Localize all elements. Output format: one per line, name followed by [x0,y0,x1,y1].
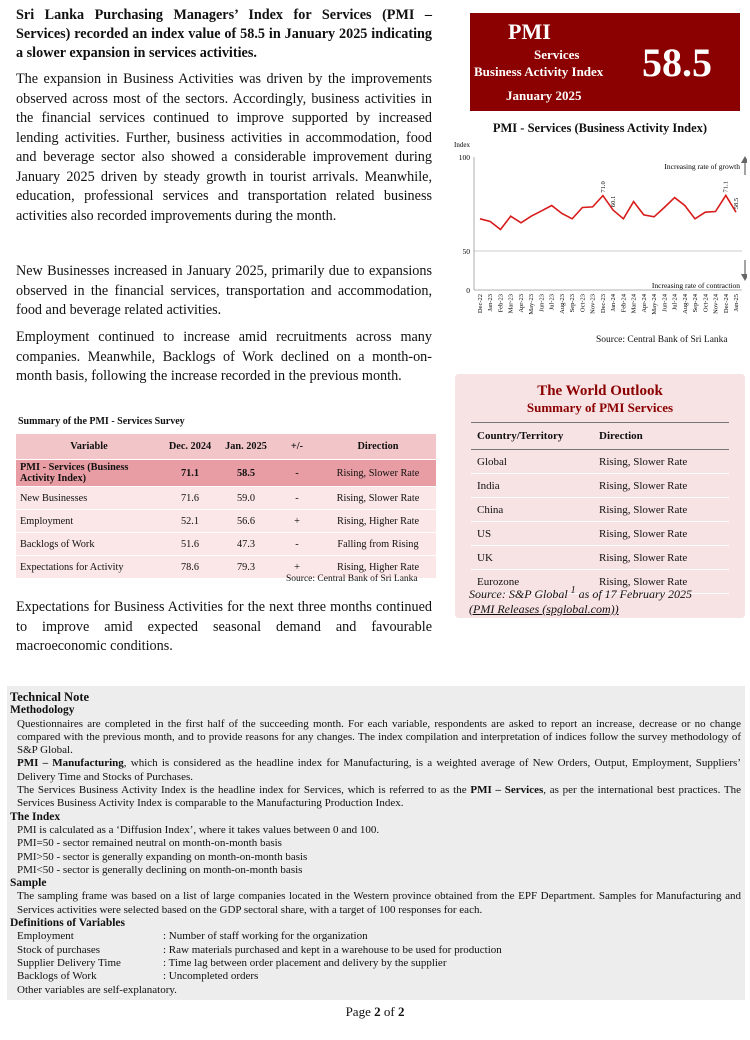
world-outlook-subtitle: Summary of PMI Services [526,400,674,415]
world-outlook-title: The World Outlook [537,383,663,399]
cell-jan: 47.3 [218,533,274,556]
header-change: +/- [274,434,320,460]
x-tick-label: Feb-24 [620,294,628,313]
employment-paragraph: Employment continued to increase amid recruitments across many companies. Meanwhile, Backlogs of Work declined on a month-on-month basis, following the increase recorded in the previous month. [16,329,432,384]
x-tick-label: Feb-23 [497,294,505,313]
page-total: 2 [397,1004,405,1019]
x-tick-label: Sep-24 [692,294,700,313]
cell-variable: PMI - Services (Business Activity Index) [16,460,162,487]
pmi-series-line [480,195,736,229]
x-tick-label: Jun-23 [538,294,546,312]
cell-dec: 51.6 [162,533,218,556]
cell-change: - [274,487,320,510]
header-jan: Jan. 2025 [218,434,274,460]
pmi-box-value: 58.5 [642,40,712,85]
pmi-manufacturing-term: PMI – Manufacturing [17,757,124,770]
page-number [0,1004,750,1020]
page-middle: of [380,1004,398,1019]
country-cell: India [471,474,593,498]
definitions-heading: Definitions of Variables [10,917,126,930]
definition-row [7,930,745,943]
technical-note [7,686,745,1000]
page-prefix: Page [345,1004,375,1019]
pmi-headline-box [470,13,740,111]
cell-variable: New Businesses [16,487,162,510]
index-heading: The Index [10,810,61,823]
pmi-box-line2: Business Activity Index [474,64,604,79]
methodology-text: Questionnaires are completed in the first half of the succeeding month. For each variable, respondents are asked to report an increase, decrease or no change compared with the previous month, and to provide reasons for any changes. The index compilation and interpretation of indices follow the survey methodology of S&P Global. [17,717,741,757]
technical-note-title: Technical Note [10,690,90,704]
x-tick-label: Dec-24 [722,294,730,314]
definition-term: Stock of purchases [17,943,101,956]
index-text-1: PMI is calculated as a ‘Diffusion Index’, where it takes values between 0 and 100. [17,823,380,836]
cell-dec: 52.1 [162,510,218,533]
data-label: 71.0 [599,181,607,193]
y-axis-label: Index [454,141,470,149]
country-cell: Eurozone [471,570,593,594]
world-source-date: as of 17 February 2025 [575,587,692,601]
definition-desc: : Time lag between order placement and delivery by the supplier [163,956,447,969]
cell-direction: Falling from Rising [320,533,436,556]
summary-title: Summary of the PMI - Services Survey [18,416,185,427]
x-tick-label: Apr-24 [640,294,648,313]
expectations-paragraph: Expectations for Business Activities for the next three months continued to improve amid expected seasonal demand and favourable macroeconomic conditions. [16,599,432,654]
other-variables-text: Other variables are self-explanatory. [17,983,177,996]
world-source-text: Source: S&P Global [469,587,568,601]
index-text-3: PMI>50 - sector is generally expanding on month-on-month basis [17,850,308,863]
cell-dec: 78.6 [162,556,218,579]
cell-variable: Employment [16,510,162,533]
cell-jan: 79.3 [218,556,274,579]
y-tick-50: 50 [462,247,470,256]
x-tick-label: Jan-24 [610,294,618,312]
table-row [16,533,436,556]
cell-change: + [274,556,320,579]
index-text-4: PMI<50 - sector is generally declining on month-on-month basis [17,863,303,876]
pmi-services-term: PMI – Services [470,784,544,797]
country-cell: China [471,498,593,522]
methodology-heading: Methodology [10,704,75,717]
contraction-annotation: Increasing rate of contraction [651,281,740,290]
pmi-box-title: PMI [508,19,551,44]
header-dec: Dec. 2024 [162,434,218,460]
summary-header-row [16,434,436,460]
country-cell: UK [471,546,593,570]
list-item [471,474,729,498]
x-tick-label: Jul-24 [671,294,679,311]
pmi-services-desc-b: , as per the international best practices. The Services Business Activity Index is comparable to the Manufacturing Production Index. [17,784,741,810]
direction-cell: Rising, Slower Rate [593,450,729,474]
summary-table [16,434,436,578]
pmi-services-desc-a: The Services Business Activity Index is the headline index for Services, which is referred to as the [17,784,471,797]
x-tick-label: Nov-23 [589,294,597,314]
header-direction: Direction [320,434,436,460]
pmi-manufacturing-desc: , which is considered as the headline index for Manufacturing, is a weighted average of New Orders, Output, Employment, Suppliers’ Delivery Time and Stocks of Purchases. [17,757,741,783]
cell-change: - [274,460,320,487]
definition-term: Backlogs of Work [17,970,97,983]
cell-change: - [274,533,320,556]
x-tick-label: Apr-23 [517,294,525,313]
x-tick-label: Dec-23 [599,294,607,314]
list-item [471,450,729,474]
direction-cell: Rising, Slower Rate [593,522,729,546]
pmi-services-text [7,784,745,811]
x-tick-label: Aug-23 [558,294,566,314]
x-tick-label: Dec-22 [477,294,484,314]
new-business-paragraph: New Businesses increased in January 2025, primarily due to expansions observed in the financial services, transportation and accommodation, food and beverage related activities. [16,263,432,318]
definition-row [7,970,745,983]
world-outlook-table [471,422,729,594]
data-label: 58.5 [733,197,740,210]
table-row [16,510,436,533]
header-variable: Variable [16,434,162,460]
footnote-marker: 1 [570,585,576,596]
cell-direction: Rising, Higher Rate [320,510,436,533]
definition-desc: : Uncompleted orders [163,970,259,983]
direction-cell: Rising, Slower Rate [593,498,729,522]
x-tick-label: Sep-23 [569,294,577,313]
x-tick-label: Nov-24 [712,294,720,314]
cell-variable: Backlogs of Work [16,533,162,556]
cell-dec: 71.1 [162,460,218,487]
x-tick-label: Oct-24 [702,294,710,313]
table-row [16,460,436,487]
data-label: 60.1 [610,195,618,208]
definition-desc: : Raw materials purchased and kept in a warehouse to be used for production [163,943,502,956]
sample-text: The sampling frame was based on a list of large companies located in the Western province obtained from the EPF Department. Samples for Manufacturing and Services activities were selected based on the GDP sectoral share, with a target of 100 responses for each. [17,890,741,916]
x-tick-label: Jul-23 [548,294,556,311]
growth-arrow-icon [741,156,747,175]
x-tick-label: Mar-23 [507,294,515,314]
cell-direction: Rising, Slower Rate [320,487,436,510]
direction-cell: Rising, Slower Rate [593,474,729,498]
definition-row [7,944,745,957]
page-current: 2 [374,1004,381,1019]
cell-change: + [274,510,320,533]
pmi-box-date: January 2025 [506,88,582,103]
country-cell: Global [471,450,593,474]
x-tick-label: Jan-23 [487,294,495,312]
list-item [471,498,729,522]
header-country: Country/Territory [471,423,593,450]
country-cell: US [471,522,593,546]
cell-jan: 56.6 [218,510,274,533]
sample-heading: Sample [10,877,47,890]
index-text-2: PMI=50 - sector remained neutral on month-on-month basis [17,837,282,850]
cell-jan: 58.5 [218,460,274,487]
x-tick-label: Jun-24 [661,294,669,312]
y-tick-0: 0 [466,286,470,295]
pmi-manufacturing-text [7,757,745,784]
definition-term: Supplier Delivery Time [17,956,121,969]
x-tick-label: Oct-23 [579,294,587,313]
x-tick-label: May-23 [528,294,536,315]
cell-direction: Rising, Higher Rate [320,556,436,579]
list-item [471,522,729,546]
world-outlook-source [469,583,733,617]
chart-source: Source: Central Bank of Sri Lanka [596,335,728,345]
pmi-line-chart [452,138,747,344]
header-direction: Direction [593,423,729,450]
direction-cell: Rising, Slower Rate [593,546,729,570]
business-activity-paragraph: The expansion in Business Activities was driven by the improvements observed across most of the sectors. Accordingly, business activities in the financial services continued to improve supported by increased lending activities. Further, business activities in accommodation, food and beverage sector also showed a considerable improvement during January 2025 driven by steady growth in tourist arrivals. Meanwhile, education, professional services and transportation related business activities also recorded improvements during the month. [16,71,432,224]
pmi-releases-link[interactable]: (PMI Releases (spglobal.com)) [469,602,619,616]
x-tick-label: Mar-24 [630,294,638,314]
data-label: 71.1 [722,181,730,193]
x-tick-label: May-24 [651,294,659,315]
summary-source: Source: Central Bank of Sri Lanka [286,574,418,584]
list-item [471,546,729,570]
lead-paragraph: Sri Lanka Purchasing Managers’ Index for Services (PMI – Services) recorded an index value of 58.5 in January 2025 indicating a slower expansion in services activities. [16,7,432,61]
x-tick-labels [477,293,740,314]
world-header-row [471,423,729,450]
chart-title: PMI - Services (Business Activity Index) [492,121,708,135]
definition-row [7,957,745,970]
cell-jan: 59.0 [218,487,274,510]
world-outlook-panel [455,374,745,618]
pmi-box-line1: Services [534,47,580,62]
table-row [16,487,436,510]
contraction-arrow-icon [741,260,747,281]
cell-direction: Rising, Slower Rate [320,460,436,487]
definition-term: Employment [17,930,74,943]
cell-variable: Expectations for Activity [16,556,162,579]
y-tick-100: 100 [458,153,470,162]
definition-desc: : Number of staff working for the organization [163,930,368,943]
cell-dec: 71.6 [162,487,218,510]
direction-cell: Rising, Slower Rate [593,570,729,594]
growth-annotation: Increasing rate of growth [664,162,740,171]
x-tick-label: Aug-24 [681,294,689,314]
x-tick-label: Jan-25 [733,294,740,312]
